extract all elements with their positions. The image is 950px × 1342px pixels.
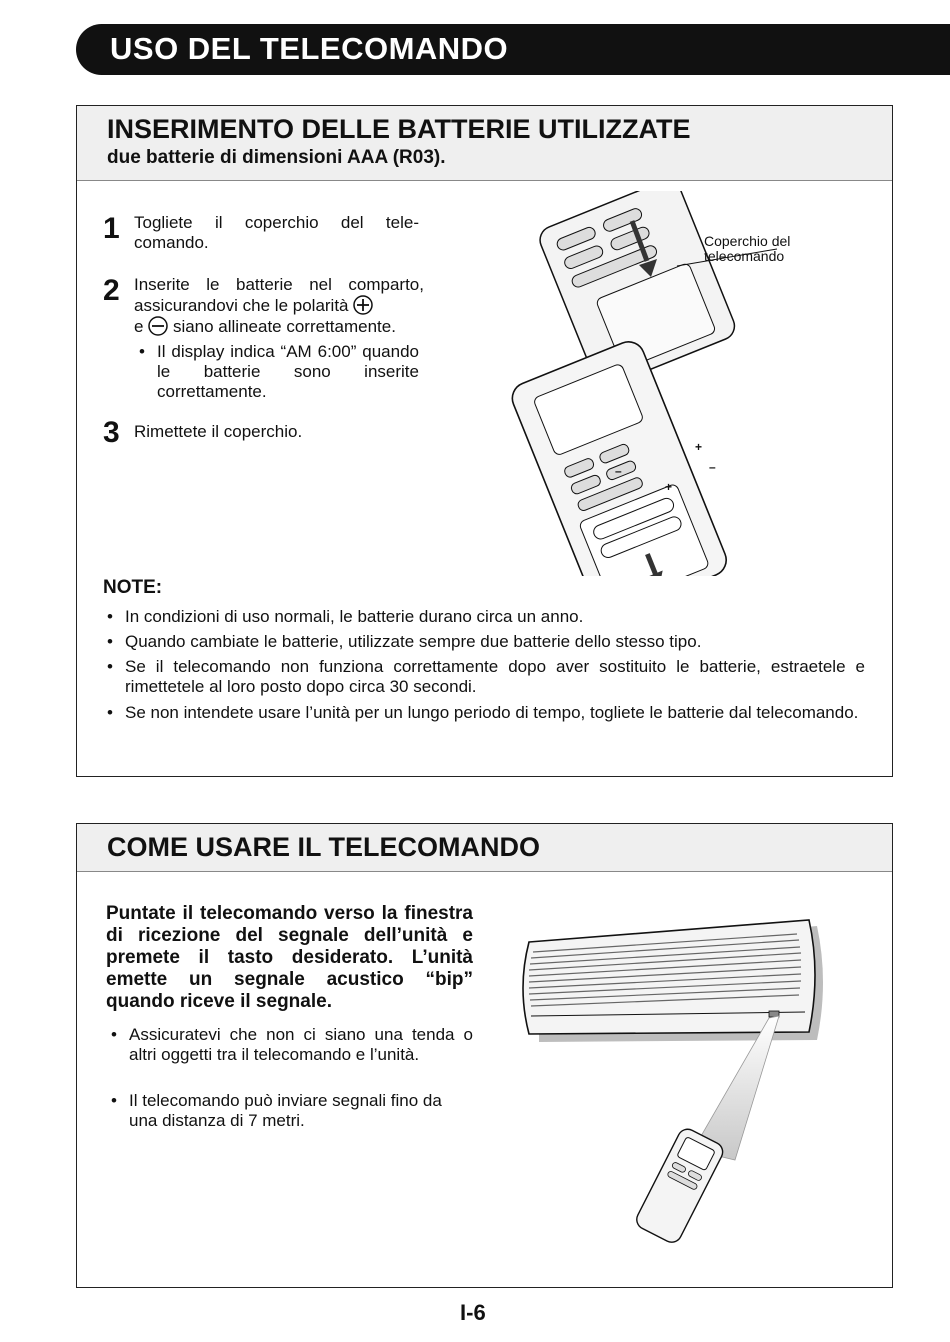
battery-section: INSERIMENTO DELLE BATTERIE UTILIZZATE due batterie di dimensioni AAA (R03). 1 Togliete il coperchio del tele-comando. 2 Inserite le batterie nel comparto, assicurandovi che le polarità e siano allineate correttamente. • Il display indica “AM 6:00” quando le batterie sono inserite correttamente. 3 Rimettete il coperchio. – + – + Coperchio del telecomando NOTE: • In condizioni di uso normali, le batterie durano circa un anno. • Quando cambiate le batterie, utilizzate sempre due batterie dello stesso tipo. • Se il telecomando non funziona correttamente dopo aver sostituito le batterie, estraetele e rimettetele al loro posto dopo circa 30 secondi. • Se non intendete usare l’unità per un lungo periodo di tempo, togliete le batterie dal telecomando. (76, 105, 893, 777)
battery-section-subtitle: due batterie di dimensioni AAA (R03). (107, 147, 446, 168)
cover-label-line1: Coperchio del (704, 233, 791, 249)
battery-section-header (77, 106, 892, 181)
step-2-text-a: Inserite le batterie nel comparto, assicurandovi che le polarità (134, 275, 424, 315)
step-2-bullet-text: Il display indica “AM 6:00” quando le batterie sono inserite correttamente. (157, 342, 419, 401)
usage-section-title: COME USARE IL TELECOMANDO (107, 832, 541, 862)
svg-text:+: + (665, 480, 673, 494)
page-number: I-6 (460, 1300, 486, 1325)
step-1-text: Togliete il coperchio del tele-comando. (134, 213, 419, 252)
note-text: Quando cambiate le batterie, utilizzate sempre due batterie dello stesso tipo. (125, 632, 702, 651)
note-text: In condizioni di uso normali, le batterie durano circa un anno. (125, 607, 584, 626)
cover-label (704, 234, 790, 264)
battery-section-title: INSERIMENTO DELLE BATTERIE UTILIZZATE (107, 114, 691, 144)
usage-bullet-text: Il telecomando può inviare segnali fino da una distanza di 7 metri. (129, 1091, 442, 1130)
cover-label-line2: telecomando (704, 248, 785, 264)
svg-text:–: – (615, 464, 622, 478)
air-conditioner-illustration (517, 912, 837, 1257)
usage-section: COME USARE IL TELECOMANDO Puntate il telecomando verso la finestra di ricezione del segnale dell’unità e premete il tasto desiderato. L’unità emette un segnale acustico “bip” quando riceve il segnale. • Assicuratevi che non ci siano una tenda o altri oggetti tra il telecomando e l’unità. • Il telecomando può inviare segnali fino da una distanza di 7 metri. (76, 823, 893, 1288)
note-text: Se il telecomando non funziona correttamente dopo aver sostituito le batterie, estraetele e rimettetele al loro posto dopo circa 30 secondi. (125, 657, 865, 696)
step-2-text-c: siano allineate correttamente. (172, 317, 396, 336)
note-text: Se non intendete usare l’unità per un lungo periodo di tempo, togliete le batterie dal telecomando. (125, 703, 859, 722)
page-title: USO DEL TELECOMANDO (110, 31, 509, 66)
svg-text:–: – (709, 460, 716, 474)
remote-body-illustration (508, 337, 731, 576)
remote-in-hand-illustration (633, 1126, 726, 1246)
svg-text:+: + (695, 440, 703, 454)
step-3-text: Rimettete il coperchio. (134, 422, 303, 441)
step-2-text-b: e (134, 317, 144, 336)
usage-lead-text: Puntate il telecomando verso la finestra di ricezione del segnale dell’unità e premete il tasto desiderato. L’unità emette un segnale acustico “bip” quando riceve il segnale. (106, 903, 473, 1012)
step-2-number: 2 (103, 274, 120, 307)
minus-polarity-icon (148, 316, 168, 336)
plus-polarity-icon (353, 295, 373, 315)
step-1-number: 1 (103, 212, 120, 245)
step-2-text (134, 275, 424, 337)
page-title-bar (76, 24, 950, 75)
usage-section-header (77, 824, 892, 872)
notes-title: NOTE: (103, 577, 163, 598)
usage-bullet-text: Assicuratevi che non ci siano una tenda o altri oggetti tra il telecomando e l’unità. (129, 1025, 473, 1064)
step-3-number: 3 (103, 416, 120, 449)
